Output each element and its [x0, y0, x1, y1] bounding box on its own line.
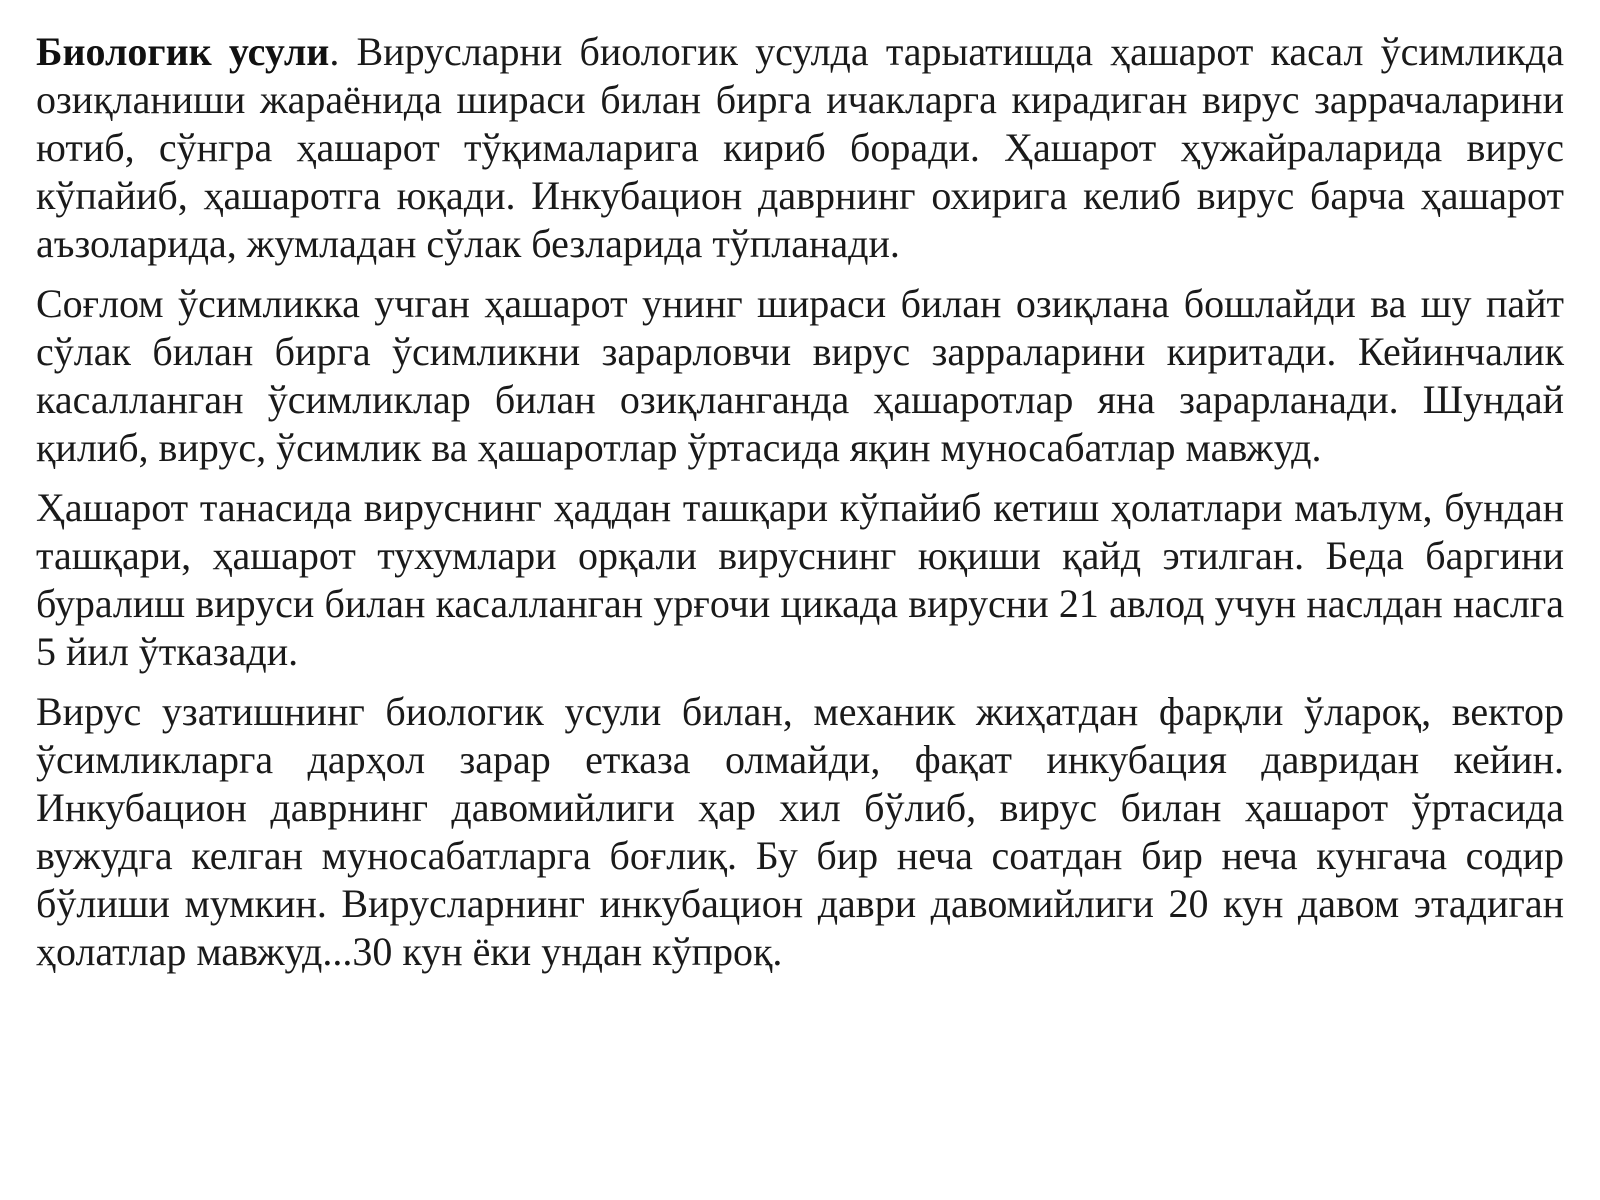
paragraph-insect-body [36, 484, 1564, 676]
paragraph-text: . Вирусларни биологик усулда тарыатишда ҳашарот касал ўсимликда озиқланиши жараёнида шираси билан бирга ичакларга кирадиган вирус заррачаларини ютиб, сўнгра ҳашарот тўқималарига кириб боради. Ҳашарот ҳужайраларида вирус кўпайиб, ҳашаротга юқади. Инкубацион даврнинг охирига келиб вирус барча ҳашарот аъзоларида, жумладан сўлак безларида тўпланади. [36, 29, 1564, 266]
paragraph-text: Вирус узатишнинг биологик усули билан, механик жиҳатдан фарқли ўлароқ, вектор ўсимликларга дарҳол зарар етказа олмайди, фақат инкубация давридан кейин. Инкубацион даврнинг давомийлиги ҳар хил бўлиб, вирус билан ҳашарот ўртасида вужудга келган муносабатларга боғлиқ. Бу бир неча соатдан бир неча кунгача содир бўлиши мумкин. Вирусларнинг инкубацион даври давомийлиги 20 кун давом этадиган ҳолатлар мавжуд...30 кун ёки ундан кўпроқ. [36, 689, 1564, 974]
paragraph-incubation [36, 688, 1564, 976]
paragraph-lead-heading: Биологик усули [36, 29, 330, 74]
paragraph-biological-method [36, 28, 1564, 268]
document-page [36, 28, 1564, 988]
paragraph-text: Соғлом ўсимликка учган ҳашарот унинг шираси билан озиқлана бошлайди ва шу пайт сўлак билан бирга ўсимликни зарарловчи вирус зарраларини киритади. Кейинчалик касалланган ўсимликлар билан озиқланганда ҳашаротлар яна зарарланади. Шундай қилиб, вирус, ўсимлик ва ҳашаротлар ўртасида яқин муносабатлар мавжуд. [36, 281, 1564, 470]
paragraph-text: Ҳашарот танасида вируснинг ҳаддан ташқари кўпайиб кетиш ҳолатлари маълум, бундан ташқари, ҳашарот тухумлари орқали вируснинг юқиши қайд этилган. Беда баргини буралиш вируси билан касалланган урғочи цикада вирусни 21 авлод учун наслдан наслга 5 йил ўтказади. [36, 485, 1564, 674]
paragraph-healthy-plant [36, 280, 1564, 472]
